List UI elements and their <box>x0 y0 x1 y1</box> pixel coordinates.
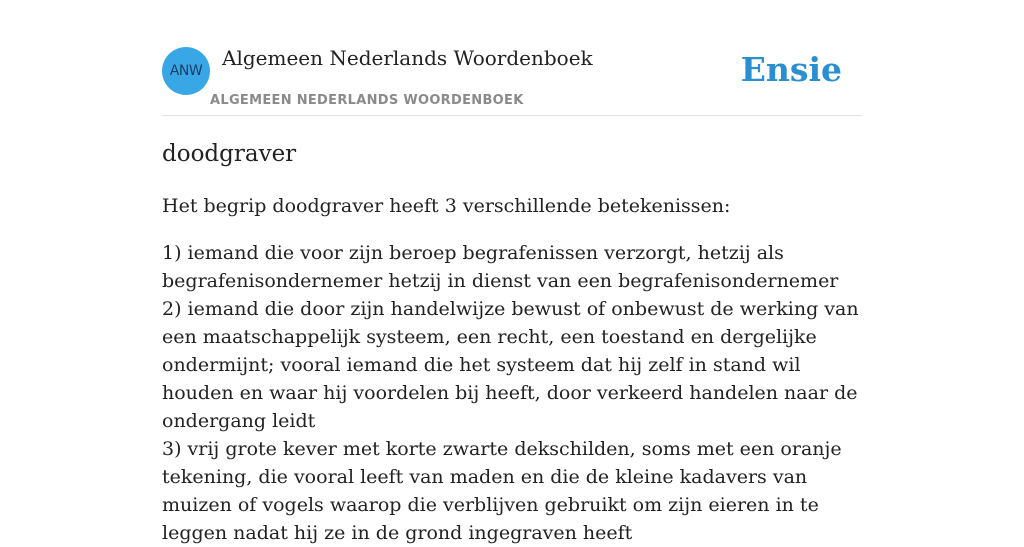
entry-intro: Het begrip doodgraver heeft 3 verschillende betekenissen: <box>162 195 731 217</box>
definition-item: 3) vrij grote kever met korte zwarte dekschilden, soms met een oranje tekening, die vooral leeft van maden en die de kleine kadavers van muizen of vogels waarop die verblijven gebruikt om zijn eieren in te leggen nadat hij ze in de grond ingegraven heeft <box>162 438 842 544</box>
definition-item: 2) iemand die door zijn handelwijze bewust of onbewust de werking van een maatschappelijk systeem, een recht, een toestand en dergelijke ondermijnt; vooral iemand die het systeem dat hij zelf in stand wil houden en waar hij voordelen bij heeft, door verkeerd handelen naar de ondergang leidt <box>162 298 859 432</box>
anw-logo[interactable] <box>162 47 210 95</box>
page <box>162 0 862 544</box>
site-title[interactable]: Algemeen Nederlands Woordenboek <box>222 46 593 70</box>
site-header <box>162 0 862 116</box>
definition-item: 1) iemand die voor zijn beroep begrafenissen verzorgt, hetzij als begrafenisondernemer hetzij in dienst van een begrafenisondernemer <box>162 242 839 292</box>
entry-term: doodgraver <box>162 141 297 167</box>
site-subtitle: ALGEMEEN NEDERLANDS WOORDENBOEK <box>210 93 524 108</box>
definition-list <box>162 239 862 547</box>
ensie-brand-logo[interactable]: Ensie <box>740 50 842 89</box>
logo-text: ANW <box>169 63 203 79</box>
